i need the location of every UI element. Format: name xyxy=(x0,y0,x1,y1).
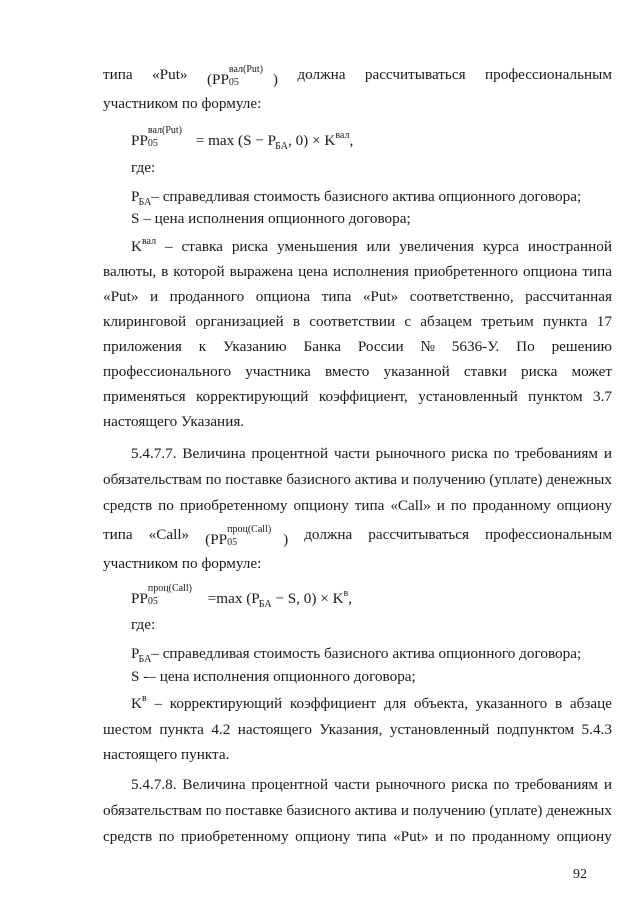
word: рассчитываться xyxy=(364,66,466,83)
formula-inline: (PP проц(Call) 05 ) xyxy=(205,524,289,548)
text-line xyxy=(103,66,612,89)
text-line: настоящего Указания. xyxy=(103,413,245,430)
word: должна xyxy=(297,66,346,83)
text-line: S – цена исполнения опционного договора; xyxy=(131,210,411,227)
word: типа xyxy=(103,66,133,83)
text-line: «Put» и проданного опциона типа «Put» соответственно, рассчитанная xyxy=(103,288,612,305)
text-line: профессионального участника вместо указанной ставки риска может xyxy=(103,363,612,380)
text-line: средств по приобретенному опциону типа «Put» и по проданному опциону xyxy=(103,828,612,845)
text-line: $K^{вал}$ – ставка риска уменьшения или увеличения курса иностранной xyxy=(131,236,612,255)
text-line: участником по формуле: xyxy=(103,555,262,572)
text-line: $P_{БА}-$ справедливая стоимость базисного актива опционного договора; xyxy=(131,188,582,208)
text-line: где: xyxy=(131,159,156,176)
text-line: клиринговой организацией в соответствии с абзацем третьим пункта 17 xyxy=(103,313,612,330)
text-line: приложения к Указанию Банка России № 5636-У. По решению xyxy=(103,338,612,355)
text-line: $K^в$ – корректирующий коэффициент для объекта, указанного в абзаце xyxy=(131,693,612,712)
page-number: 92 xyxy=(573,867,587,882)
text-line: шестом пункта 4.2 настоящего Указания, установленный подпунктом 5.4.3 xyxy=(103,721,612,738)
text-line: применяться корректирующий коэффициент, установленный пунктом 3.7 xyxy=(103,388,612,405)
text-line: обязательствам по поставке базисного актива и получению (уплате) денежных xyxy=(103,802,612,819)
text-line: средств по приобретенному опциону типа «Call» и по проданному опциону xyxy=(103,497,612,514)
word: профессиональным xyxy=(485,66,612,83)
text-line: 5.4.7.8. Величина процентной части рыночного риска по требованиям и xyxy=(131,776,612,793)
text-line: $P_{БА}-$ справедливая стоимость базисного актива опционного договора; xyxy=(131,645,582,665)
text-line: участником по формуле: xyxy=(103,95,262,112)
formula-line: PP вал(Put) 05 = $\max (S - P_{БА}$, $0) \times K^{вал}$, xyxy=(131,125,354,152)
text-line: обязательствам по поставке базисного актива и получению (уплате) денежных xyxy=(103,471,612,488)
formula-inline: (PP вал(Put) 05 ) xyxy=(206,64,278,88)
text-line: типа «Call» (PP проц(Call) 05 ) должна рассчитываться профессиональным xyxy=(103,524,612,548)
text-line: S -– цена исполнения опционного договора; xyxy=(131,668,416,685)
formula-line: PP проц(Call) 05 =max ($P_{БА} - S$, $0) \times K^в$, xyxy=(131,583,353,610)
word: «Put» xyxy=(152,66,188,83)
text-line: 5.4.7.7. Величина процентной части рыночного риска по требованиям и xyxy=(131,445,612,462)
text-line: где: xyxy=(131,616,156,633)
text-line: настоящего пункта. xyxy=(103,746,230,763)
text-line: валюты, в которой выражена цена исполнения приобретенного опциона типа xyxy=(103,263,612,280)
